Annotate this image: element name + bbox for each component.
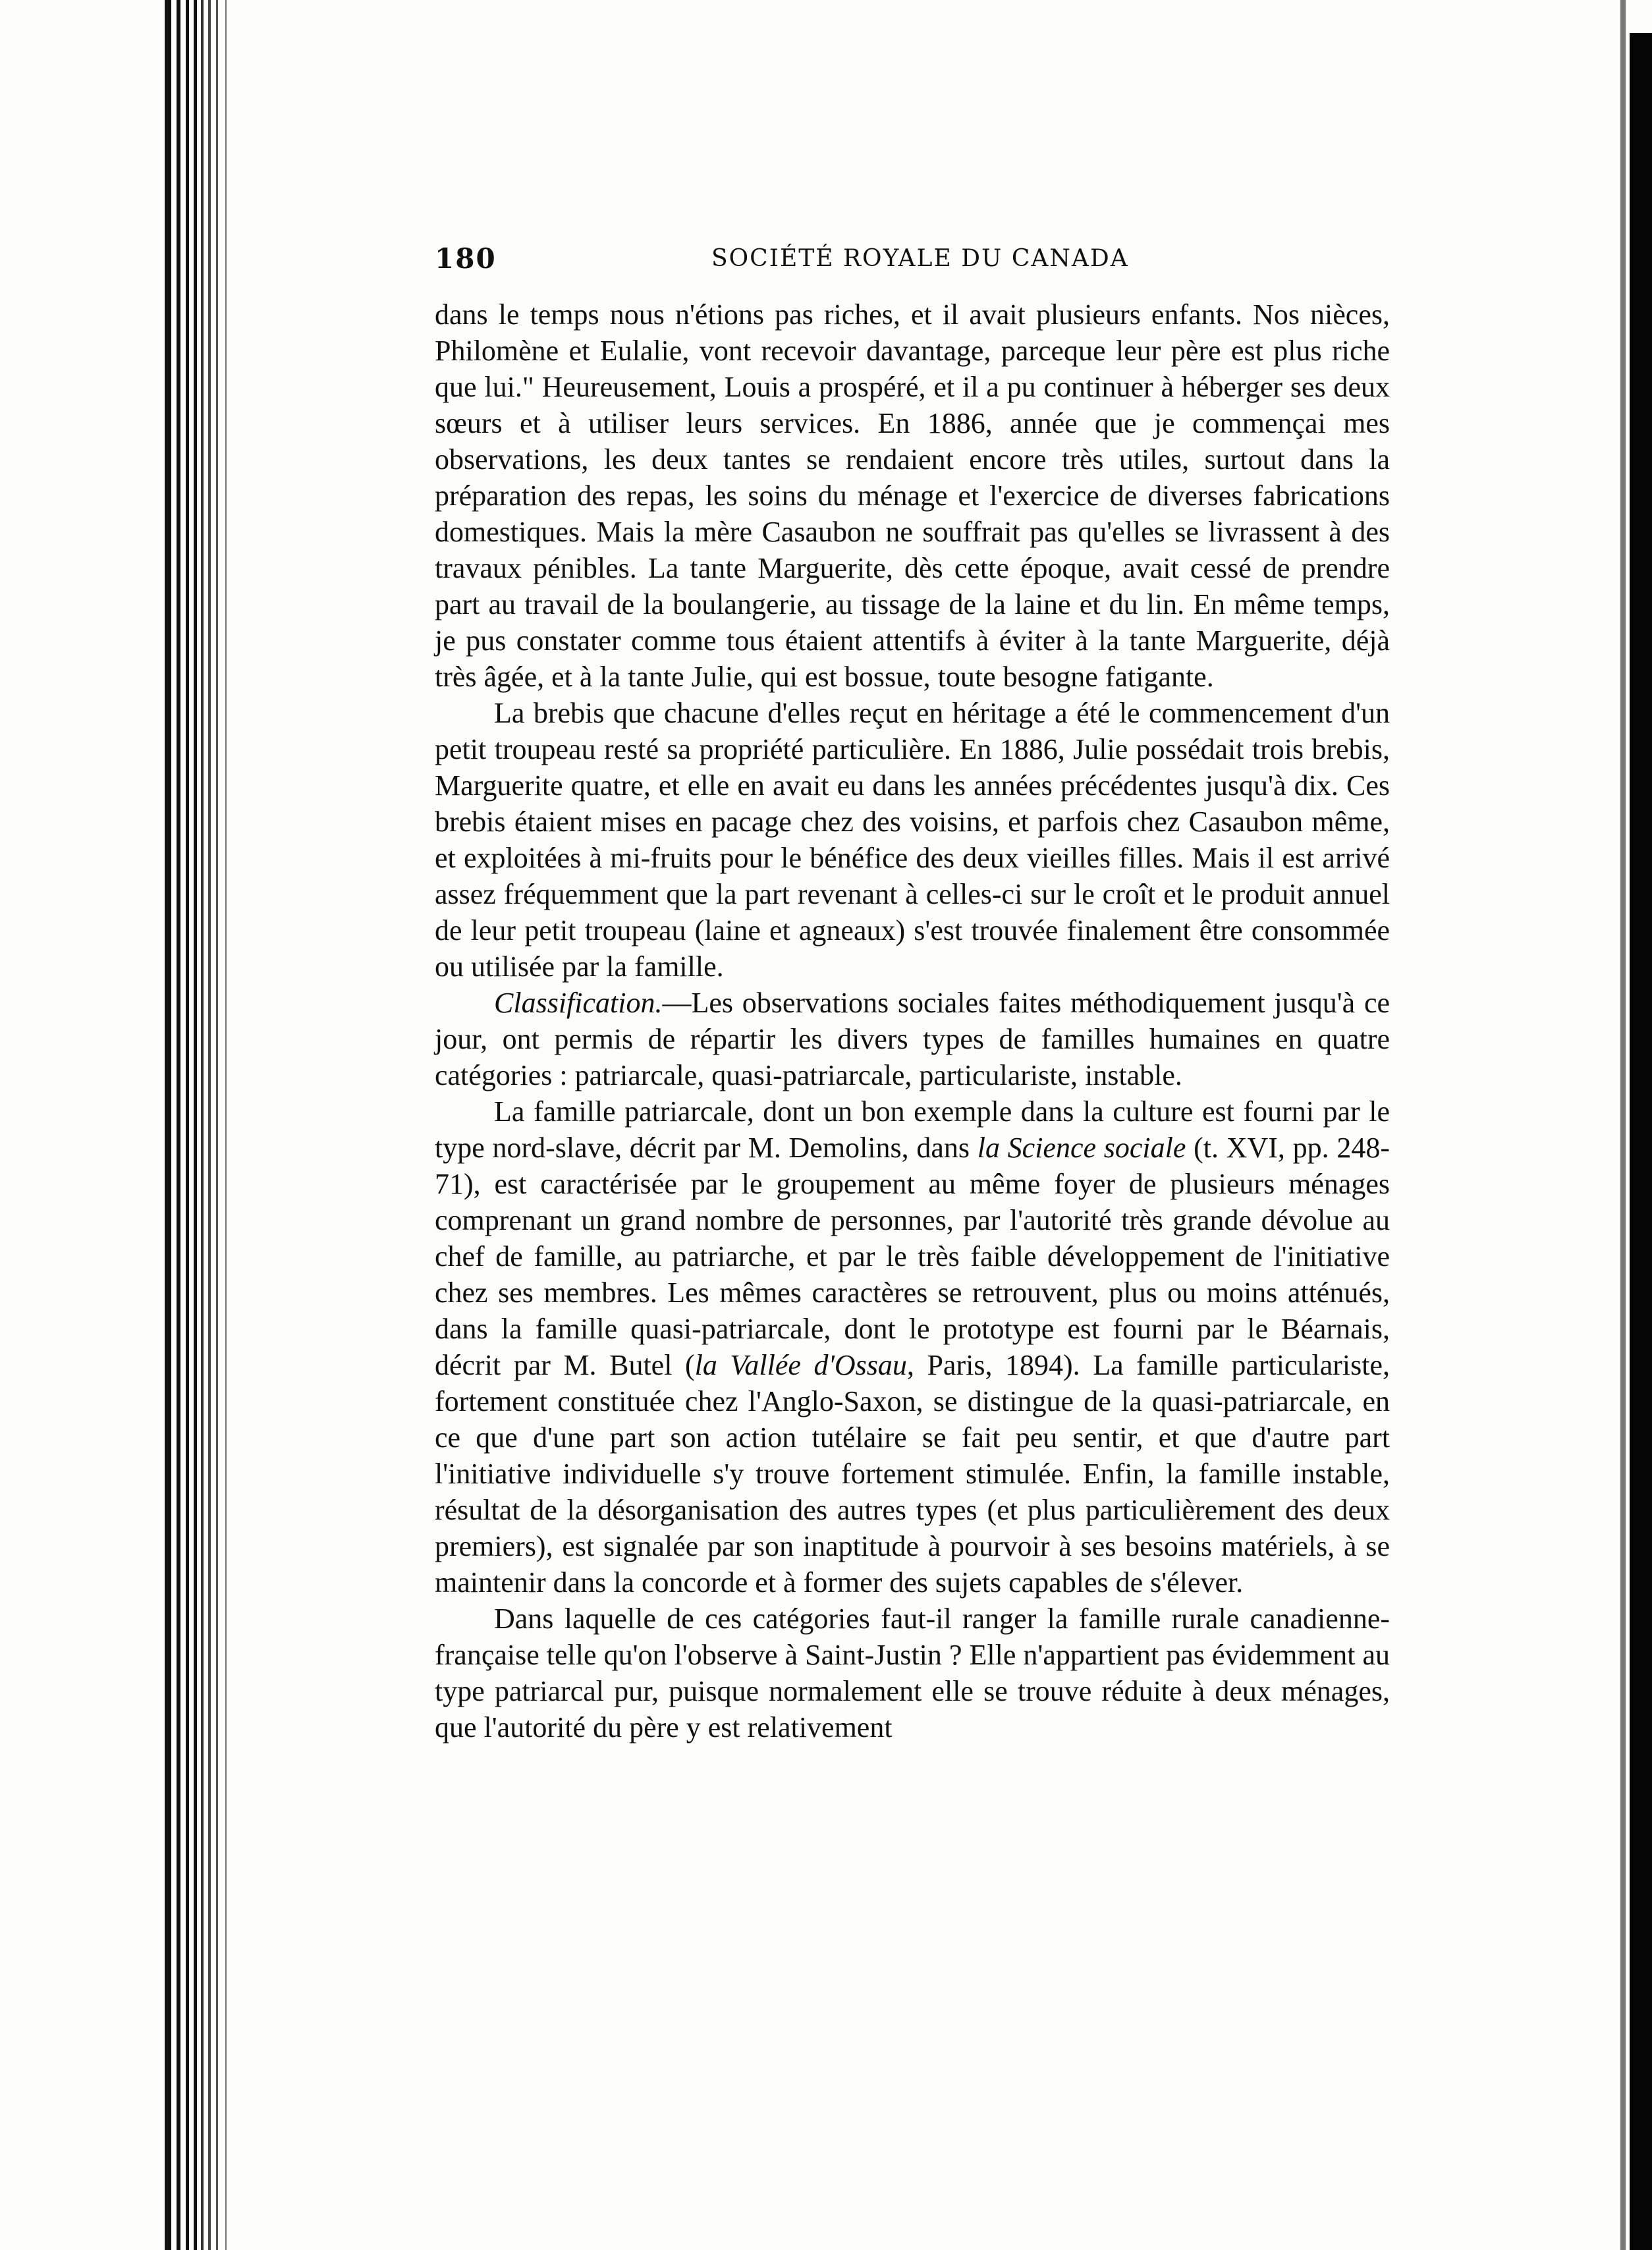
section-heading: Classification. [494,987,663,1019]
paragraph-5: Dans laquelle de ces catégories faut-il ranger la famille rurale canadienne-française telle qu'on l'observe à Saint-Justin ? Elle n'appartient pas évidemment au type patriarcal pur, puisque normalement elle se trouve réduite à deux ménages, que l'autorité du père y est relativement [435,1603,1390,1743]
edge-line [216,0,218,2250]
body-text [435,296,1390,1745]
paragraph-1: dans le temps nous n'étions pas riches, et il avait plusieurs enfants. Nos nièces, Philomène et Eulalie, vont recevoir davantage, parceque leur père est plus riche que lui." Heureusement, Louis a prospéré, et il a pu continuer à héberger ses deux sœurs et à utiliser leurs services. En 1886, année que je commençai mes observations, les deux tantes se rendaient encore très utiles, surtout dans la préparation des repas, les soins du ménage et l'exercice de diverses fabrications domestiques. Mais la mère Casaubon ne souffrait pas qu'elles se livrassent à des travaux pénibles. La tante Marguerite, dès cette époque, avait cessé de prendre part au travail de la boulangerie, au tissage de la laine et du lin. En même temps, je pus constater comme tous étaient attentifs à éviter à la tante Marguerite, déjà très âgée, et à la tante Julie, qui est bossue, toute besogne fatigante. [435,298,1390,693]
right-edge [1630,33,1652,2250]
edge-line [208,0,211,2250]
journal-reference: la Science sociale [977,1132,1186,1164]
paragraph-4-part-a: La famille patriarcale, dont un bon exemple dans la culture est fourni par le type nord-slave, décrit par M. Demolins, dans [435,1095,1390,1164]
paragraph-4-part-b: (t. XVI, pp. 248-71), est caractérisée par le groupement au même foyer de plusieurs ménages comprenant un grand nombre de personnes, par l'autorité très grande dévolue au chef de famille, au patriarche, et par le très faible développement de l'initiative chez ses membres. Les mêmes caractères se retrouvent, plus ou moins atténués, dans la famille quasi-patriarcale, dont le prototype est fourni par le Béarnais, décrit par M. Butel ( [435,1132,1390,1381]
book-page [435,237,1390,1745]
edge-line [201,0,204,2250]
edge-line [186,0,189,2250]
edge-line [165,0,171,2250]
book-edge [0,0,237,2250]
book-reference: la Vallée d'Ossau [694,1349,907,1381]
paragraph-3 [435,985,1390,1093]
paragraph-4 [435,1093,1390,1601]
edge-line [177,0,180,2250]
edge-line [225,0,227,2250]
edge-line [194,0,197,2250]
paragraph-4-part-c: , Paris, 1894). La famille particulariste, fortement constituée chez l'Anglo-Saxon, se distingue de la quasi-patriarcale, en ce que d'une part son action tutélaire se fait peu sentir, et que d'autre part l'initiative individuelle s'y trouve fortement stimulée. Enfin, la famille instable, résultat de la désorganisation des autres types (et plus particulièrement des deux premiers), est signalée par son inaptitude à pourvoir à ses besoins matériels, à se maintenir dans la concorde et à former des sujets capables de s'élever. [435,1349,1390,1599]
paragraph-2: La brebis que chacune d'elles reçut en héritage a été le commencement d'un petit troupeau resté sa propriété particulière. En 1886, Julie possédait trois brebis, Marguerite quatre, et elle en avait eu dans les années précédentes jusqu'à dix. Ces brebis étaient mises en pacage chez des voisins, et parfois chez Casaubon même, et exploitées à mi-fruits pour le bénéfice des deux vieilles filles. Mais il est arrivé assez fréquemment que la part revenant à celles-ci sur le croît et le produit annuel de leur petit troupeau (laine et agneaux) s'est trouvée finalement être consommée ou utilisée par la famille. [435,697,1390,983]
right-edge-shadow [1620,0,1626,2250]
journal-title: SOCIÉTÉ ROYALE DU CANADA [711,245,1129,272]
running-head [435,237,1390,277]
page-number: 180 [435,242,497,275]
paragraph-3-text: —Les observations sociales faites méthodiquement jusqu'à ce jour, ont permis de répartir les divers types de familles humaines en quatre catégories : patriarcale, quasi-patriarcale, particulariste, instable. [435,987,1390,1091]
